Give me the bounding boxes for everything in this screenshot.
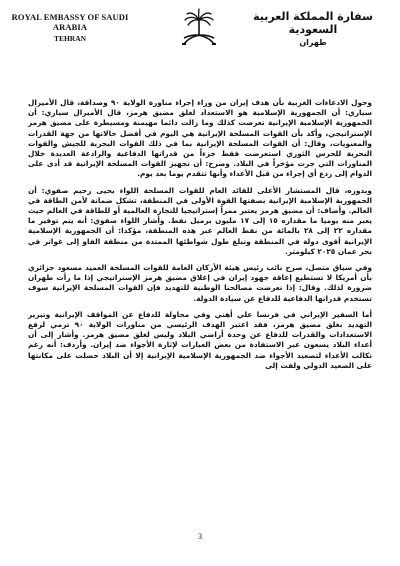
paragraph-4: أما السفير الإيراني في فرنسا علي أهني وفي محاولة للدفاع عن المواقف الإيرانية وتبرير التهديد بغلق مضيق هرمز، فقد اعتبر الهدف الرئيسي من مناورات الولاية ٩٠ ترمي لرفع الاستعدادات والقدرات للدفاع عن وحدة أراضي البلاد وليس لغلق مضيق هرمز. وأشار إلى أن أعداء البلاد يسعون عبر الاستفادة من بعض العبارات لإثارة الأجواء ضد إيران. وأردف: أنه رغم تكالب الأعداء لتصعيد الأجواء ضد الجمهورية الإسلامية الإيرانية إلا أن البلاد حصلت على مكانتها على الصعيد الدولي ولفت إلى bbox=[28, 309, 372, 370]
letterhead-arabic-line1: سفارة المملكة العربية السعودية bbox=[253, 10, 373, 36]
document-body bbox=[28, 98, 372, 377]
letterhead-english-line2: TEHRAN bbox=[53, 34, 87, 43]
paragraph-1: وحول الادعاءات الغربية بأن هدف إيران من وراء إجراء مناورة الولاية ٩٠ وصداقة، قال الأميرال سياري: أن الجمهورية الإسلامية هو الاستعداد لغلق مضيق هرمز، قال الأميرال سياري: أن الجمهورية الإسلامية الإيرانية تعرضت كذلك وما زالت دائما مهيمنة ومسيطرة على مضيق هرمز الإستراتيجي، وأكد بأن القوات المسلحة الإيرانية هي اليوم في أفضل حالاتها من جهة القدرات والمعنويات، وقال: أن القوات المسلحة الإيرانية بما في ذلك القوات البحرية للجيش والقوات البحرية للحرس الثوري استعرضت فقط جزءاً من قدراتها الدفاعية والرادعة العديدة خلال المناورات التي جرت مؤخراً في البلاد. وصرح: أن تجهيز القوات المسلحة الإيرانية قد أدى على الدوام إلى ردع أي إجراء من قبل الأعداء وأنها تتقدم يوما بعد يوم. bbox=[28, 98, 372, 179]
letterhead-english bbox=[10, 12, 130, 43]
paragraph-2: وبدوره، قال المستشار الأعلى للقائد العام للقوات المسلحة اللواء يحيى رحيم صفوي: أن الجمهورية الإسلامية الإيرانية بصفتها القوة الأولى في المنطقة، تشكل ضمانة لأمن الطاقة في العالم. وأضاف: أن مضيق هرمز يعتبر ممراً إستراتيجيا للتجارة العالمية أو للطاقة في العالم حيث يعبر منه يوميا ما مقداره ١٥ إلى ١٧ مليون برميل نفط. وأشار اللواء صفوي: أنه يتم توفير ما مقداره ٢٢ إلى ٢٨ بالمائة من نفط العالم عبر هذه المنطقة، مؤكدا: أن الجمهورية الإسلامية الإيرانية أقوى دولة في المنطقة وتبلغ طول شواطئها الممتدة من منطقة الفاو إلى غواتر في بحر عمان ٢٠٢٥ كيلومتر. bbox=[28, 185, 372, 256]
letterhead-arabic-line2: طهران bbox=[299, 38, 327, 47]
paragraph-3: وفي سياق متصل، صرح نائب رئيس هيئة الأركان العامة للقوات المسلحة العميد مسعود جزائري بأن أمريكا لا تستطيع إعاقة جهود إيران في إغلاق مضيق هرمز الإستراتيجي إذا ما رأت طهران ضرورة لذلك. وقال: إذا تعرضت مصالحنا الوطنية للتهديد فإن القوات المسلحة الإيرانية سوف تستخدم قدراتها الدفاعية للدفاع عن سيادة الدولة. bbox=[28, 263, 372, 303]
letterhead-arabic bbox=[238, 10, 388, 47]
page-number: 3 bbox=[198, 532, 202, 541]
saudi-emblem-palm-swords-icon bbox=[178, 8, 220, 48]
letterhead-english-line1: ROYAL EMBASSY OF SAUDI ARABIA bbox=[11, 12, 129, 32]
